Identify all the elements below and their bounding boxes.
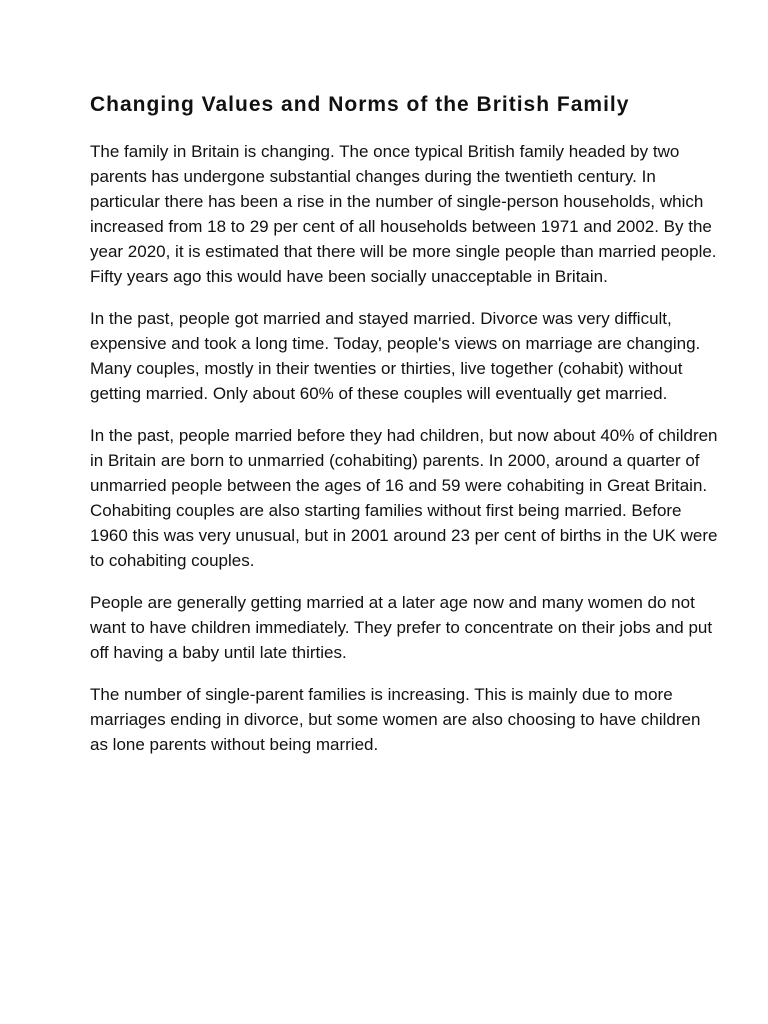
- document-title: Changing Values and Norms of the British Family: [90, 93, 630, 116]
- paragraph-1: The family in Britain is changing. The once typical British family headed by two parents has undergone substantial changes during the twentieth century. In particular there has been a rise in the number of single-person households, which increased from 18 to 29 per cent of all households between 1971 and 2002. By the year 2020, it is estimated that there will be more single people than married people. Fifty years ago this would have been socially unacceptable in Britain.: [90, 142, 717, 287]
- document-page: [90, 92, 720, 774]
- paragraph-2: In the past, people got married and stayed married. Divorce was very difficult, expensive and took a long time. Today, people's views on marriage are changing. Many couples, mostly in their twenties or thirties, live together (cohabit) without getting married. Only about 60% of these couples will eventually get married.: [90, 309, 701, 404]
- paragraph-4: People are generally getting married at a later age now and many women do not want to have children immediately. They prefer to concentrate on their jobs and put off having a baby until late thirties.: [90, 593, 713, 663]
- paragraph-5: The number of single-parent families is increasing. This is mainly due to more marriages ending in divorce, but some women are also choosing to have children as lone parents without being married.: [90, 685, 701, 755]
- paragraph-3: In the past, people married before they had children, but now about 40% of children in Britain are born to unmarried (cohabiting) parents. In 2000, around a quarter of unmarried people between the ages of 16 and 59 were cohabiting in Great Britain. Cohabiting couples are also starting families without first being married. Before 1960 this was very unusual, but in 2001 around 23 per cent of births in the UK were to cohabiting couples.: [90, 426, 718, 571]
